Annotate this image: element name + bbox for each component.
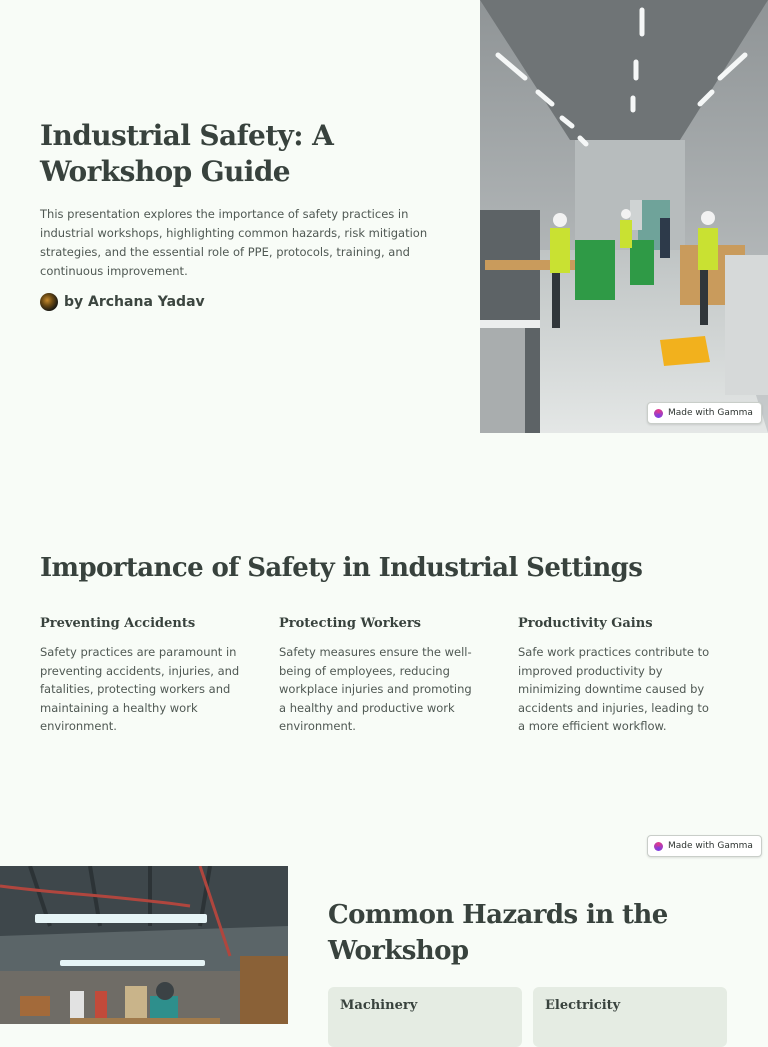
presentation-description: This presentation explores the importance of safety practices in industrial workshops, highlighting common hazards, risk mitigation strategies, and the essential role of PPE, protocols, training, and continuous improvement. — [40, 207, 428, 278]
column-heading: Preventing Accidents — [40, 616, 196, 631]
author-name: by Archana Yadav — [64, 294, 205, 310]
importance-title: Importance of Safety in Industrial Settings — [40, 553, 643, 583]
column-preventing-accidents — [40, 615, 240, 736]
author-avatar — [40, 293, 58, 311]
column-text: Safe work practices contribute to improved productivity by minimizing downtime caused by accidents and injuries, leading to a more efficient workflow. — [518, 645, 710, 733]
presentation-title: Industrial Safety: A Workshop Guide — [40, 119, 334, 188]
column-heading: Productivity Gains — [518, 616, 653, 631]
hazard-card-electricity — [533, 987, 727, 1047]
made-with-gamma-badge[interactable] — [647, 835, 762, 857]
gamma-logo-icon — [654, 409, 663, 418]
workshop-photo — [480, 0, 768, 433]
column-protecting-workers — [279, 615, 479, 736]
made-with-gamma-badge[interactable] — [647, 402, 762, 424]
column-text: Safety measures ensure the well-being of employees, reducing workplace injuries and promoting a healthy and productive work environment. — [279, 645, 472, 733]
hazard-card-title: Machinery — [340, 998, 418, 1013]
hazard-card-machinery — [328, 987, 522, 1047]
made-with-gamma-label: Made with Gamma — [668, 408, 753, 418]
gamma-logo-icon — [654, 842, 663, 851]
title-slide — [0, 0, 768, 433]
column-text: Safety practices are paramount in preventing accidents, injuries, and fatalities, protecting workers and maintaining a healthy work environment. — [40, 645, 240, 733]
column-heading: Protecting Workers — [279, 616, 422, 631]
hazard-card-title: Electricity — [545, 998, 621, 1013]
author-byline — [40, 293, 205, 311]
made-with-gamma-label: Made with Gamma — [668, 841, 753, 851]
column-productivity-gains — [518, 615, 718, 736]
hazards-title: Common Hazards in the Workshop — [328, 900, 668, 966]
workshop-interior-photo — [0, 866, 288, 1024]
